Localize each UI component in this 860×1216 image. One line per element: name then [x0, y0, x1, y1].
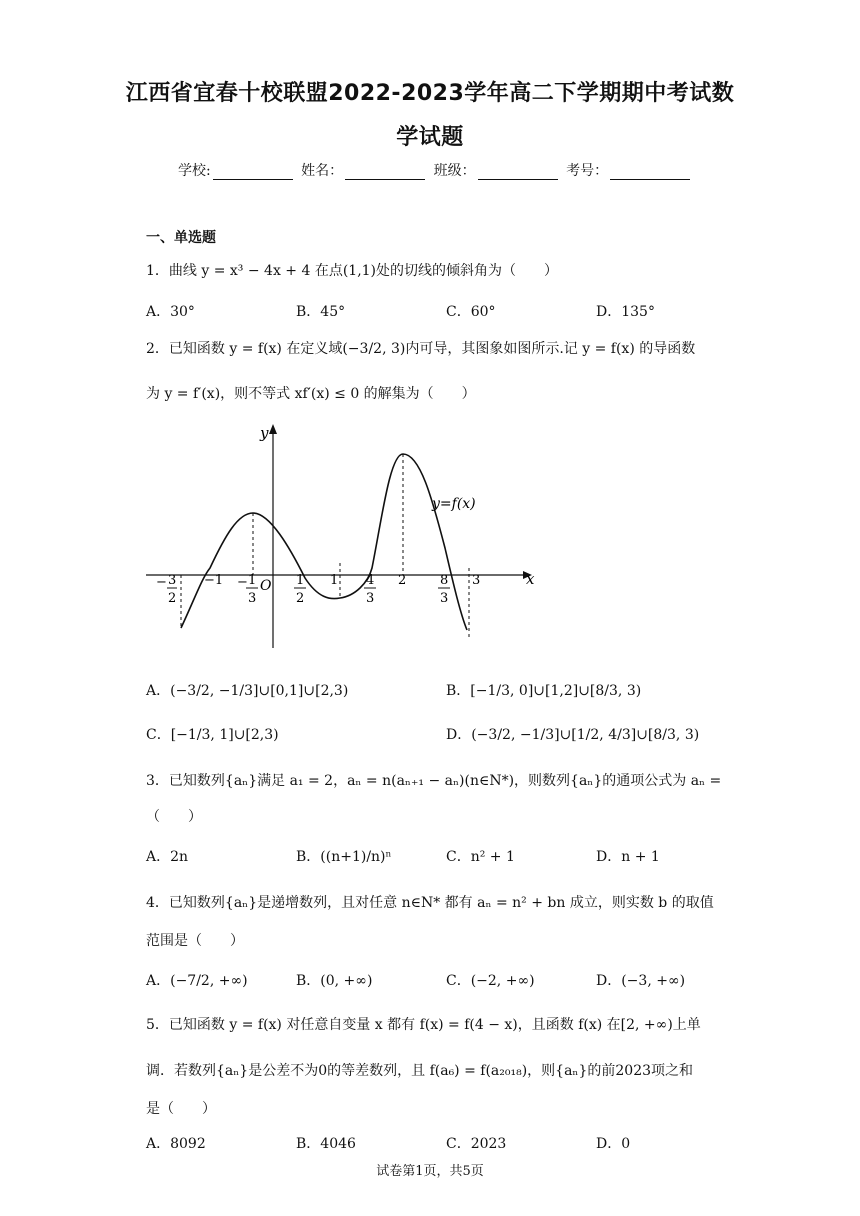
q4-option-c: C．(−2, +∞) [446, 973, 535, 989]
q5-option-c: C．2023 [446, 1136, 507, 1152]
q5-option-a: A．8092 [146, 1136, 206, 1152]
class-blank [478, 165, 558, 180]
tick-three-halves-num: 3 [168, 573, 177, 588]
q3-option-b: B．((n+1)/n)ⁿ [296, 849, 392, 865]
tick-neg-one-third-sign: − [237, 575, 248, 590]
school-label: 学校: [178, 163, 211, 179]
tick-half-den: 2 [296, 591, 305, 606]
q2-stem-line2: 为 y = f′(x)，则不等式 xf′(x) ≤ 0 的解集为（ ） [146, 386, 476, 402]
q4-option-d: D．(−3, +∞) [596, 973, 686, 989]
q3-option-a: A．2n [146, 849, 189, 865]
q1-option-d: D．135° [596, 304, 655, 320]
class-label: 班级： [433, 163, 476, 179]
y-axis-label: y [260, 424, 269, 442]
q1-option-b: B．45° [296, 304, 346, 320]
q4-option-a: A．(−7/2, +∞) [146, 973, 248, 989]
page-footer: 试卷第1页，共5页 [376, 1164, 484, 1179]
tick-three-halves-den: 2 [168, 591, 177, 606]
exam-number-blank [610, 165, 690, 180]
q3-stem-line1: 3．已知数列{aₙ}满足 a₁ = 2，aₙ = n(aₙ₊₁ − aₙ)(n∈N*)，则数列{aₙ}的通项公式为 aₙ = [146, 773, 722, 789]
tick-neg-three-halves-sign: − [156, 575, 167, 590]
tick-one-third-num: 1 [248, 573, 257, 588]
q5-stem-line1: 5．已知函数 y = f(x) 对任意自变量 x 都有 f(x) = f(4 − x)，且函数 f(x) 在[2, +∞)上单 [146, 1017, 701, 1033]
student-info-row [178, 160, 694, 180]
tick-four-thirds-num: 4 [366, 573, 375, 588]
q1-option-a: A．30° [146, 304, 195, 320]
q5-stem-line3: 是（ ） [146, 1101, 216, 1117]
tick-eight-thirds-num: 8 [440, 573, 449, 588]
y-axis-arrow-icon [269, 424, 277, 434]
q3-option-c: C．n² + 1 [446, 849, 515, 865]
name-blank [345, 165, 425, 180]
tick-eight-thirds-den: 3 [440, 591, 449, 606]
q4-option-b: B．(0, +∞) [296, 973, 373, 989]
q2-option-a: A．(−3/2, −1/3]∪[0,1]∪[2,3) [146, 683, 349, 699]
q4-stem-line2: 范围是（ ） [146, 933, 244, 949]
q1-stem: 1．曲线 y = x³ − 4x + 4 在点(1,1)处的切线的倾斜角为（ ） [146, 263, 559, 279]
school-blank [213, 165, 293, 180]
curve-label: y=f(x) [432, 496, 476, 512]
q5-option-d: D．0 [596, 1136, 631, 1152]
exam-title-line2: 学试题 [396, 125, 464, 150]
x-axis-label: x [526, 570, 535, 588]
q5-stem-line2: 调．若数列{aₙ}是公差不为0的等差数列，且 f(a₆) = f(a₂₀₁₈)，则{aₙ}的前2023项之和 [146, 1063, 694, 1079]
section-heading: 一、单选题 [146, 230, 216, 246]
tick-one: 1 [330, 573, 339, 588]
tick-two: 2 [398, 573, 407, 588]
exam-title-line1: 江西省宜春十校联盟2022-2023学年高二下学期期中考试数 [125, 81, 735, 106]
q2-option-b: B．[−1/3, 0]∪[1,2]∪[8/3, 3) [446, 683, 642, 699]
origin-label: O [260, 578, 272, 594]
name-label: 姓名： [301, 163, 344, 179]
tick-three: 3 [472, 573, 481, 588]
tick-neg-one: −1 [204, 573, 224, 588]
q5-option-b: B．4046 [296, 1136, 356, 1152]
q2-option-c: C．[−1/3, 1]∪[2,3) [146, 727, 279, 743]
q4-stem-line1: 4．已知数列{aₙ}是递增数列，且对任意 n∈N* 都有 aₙ = n² + bn 成立，则实数 b 的取值 [146, 895, 714, 911]
q2-option-d: D．(−3/2, −1/3]∪[1/2, 4/3]∪[8/3, 3) [446, 727, 700, 743]
function-graph [140, 418, 540, 658]
q2-stem-line1: 2．已知函数 y = f(x) 在定义域(−3/2, 3)内可导，其图象如图所示.记 y = f(x) 的导函数 [146, 341, 696, 357]
tick-half-num: 1 [296, 573, 305, 588]
q3-option-d: D．n + 1 [596, 849, 660, 865]
exam-number-label: 考号： [566, 163, 609, 179]
tick-one-third-den: 3 [248, 591, 257, 606]
function-curve [181, 454, 467, 630]
tick-labels [156, 573, 480, 606]
q1-option-c: C．60° [446, 304, 496, 320]
tick-four-thirds-den: 3 [366, 591, 375, 606]
q3-stem-line2: （ ） [146, 809, 202, 825]
